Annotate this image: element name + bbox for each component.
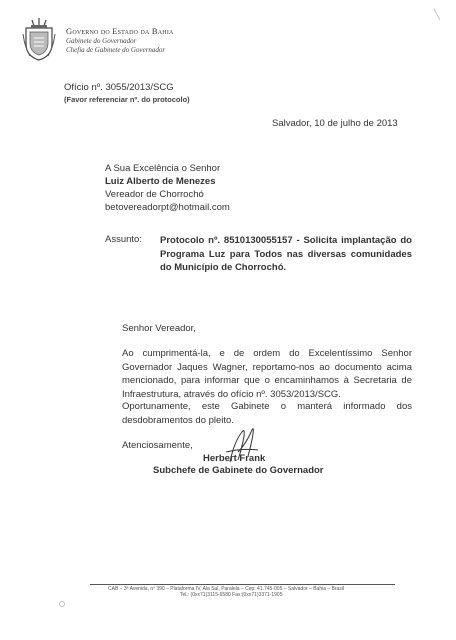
signatory-name: Herbert Frank bbox=[203, 453, 266, 464]
page-mark-icon bbox=[58, 600, 66, 608]
corner-mark-icon bbox=[432, 8, 442, 22]
letterhead-title: Governo do Estado da Bahia bbox=[66, 26, 174, 36]
reference-note: (Favor referenciar nº. do protocolo) bbox=[64, 95, 190, 104]
addressee-name: Luiz Alberto de Menezes bbox=[105, 176, 216, 187]
footer-divider bbox=[90, 584, 395, 585]
subject-label: Assunto: bbox=[105, 234, 142, 245]
body-paragraph-1: Ao cumprimentá-la, e de ordem do Excelentíssimo Senhor Governador Jaques Wagner, reportamo-nos ao documento acima mencionado, para informar que o encaminhamos à Secretaria de Infraestrutura, através do ofício nº. 3053/2013/SCG. bbox=[122, 348, 412, 400]
body-salutation: Senhor Vereador, bbox=[122, 323, 196, 334]
subject-text: Protocolo nº. 8510130055157 - Solicita implantação do Programa Luz para Todos nas diversas comunidades do Município de Chorrochó. bbox=[160, 235, 412, 273]
addressee-role: Vereador de Chorrochó bbox=[105, 189, 204, 200]
office-reference-number: Ofício nº. 3055/2013/SCG bbox=[64, 82, 174, 93]
addressee-email: betovereadorpt@hotmail.com bbox=[105, 202, 230, 213]
letterhead-subtitle-2: Chefia de Gabinete do Governador bbox=[66, 46, 166, 54]
footer-phone: Tel.: (0xx71)3115-6580 Fax:(0xx71)3371-1905 bbox=[180, 592, 283, 598]
letter-date: Salvador, 10 de julho de 2013 bbox=[272, 118, 398, 129]
addressee-salutation: A Sua Excelência o Senhor bbox=[105, 163, 221, 174]
closing-text: Atenciosamente, bbox=[122, 440, 193, 451]
body-paragraph-2: Oportunamente, este Gabinete o manterá informado dos desdobramentos do pleito. bbox=[122, 401, 412, 426]
signatory-role: Subchefe de Gabinete do Governador bbox=[153, 465, 324, 476]
footer-address: CAB – 3ª Avenida, nº 390 – Plataforma IV, Ala Sul, Paralela – Cep: 41.745-005 – Salvador – Bahia – Brasil bbox=[108, 586, 345, 592]
state-coat-of-arms-icon bbox=[22, 18, 56, 62]
letterhead-subtitle: Gabinete do Governador bbox=[66, 37, 137, 45]
